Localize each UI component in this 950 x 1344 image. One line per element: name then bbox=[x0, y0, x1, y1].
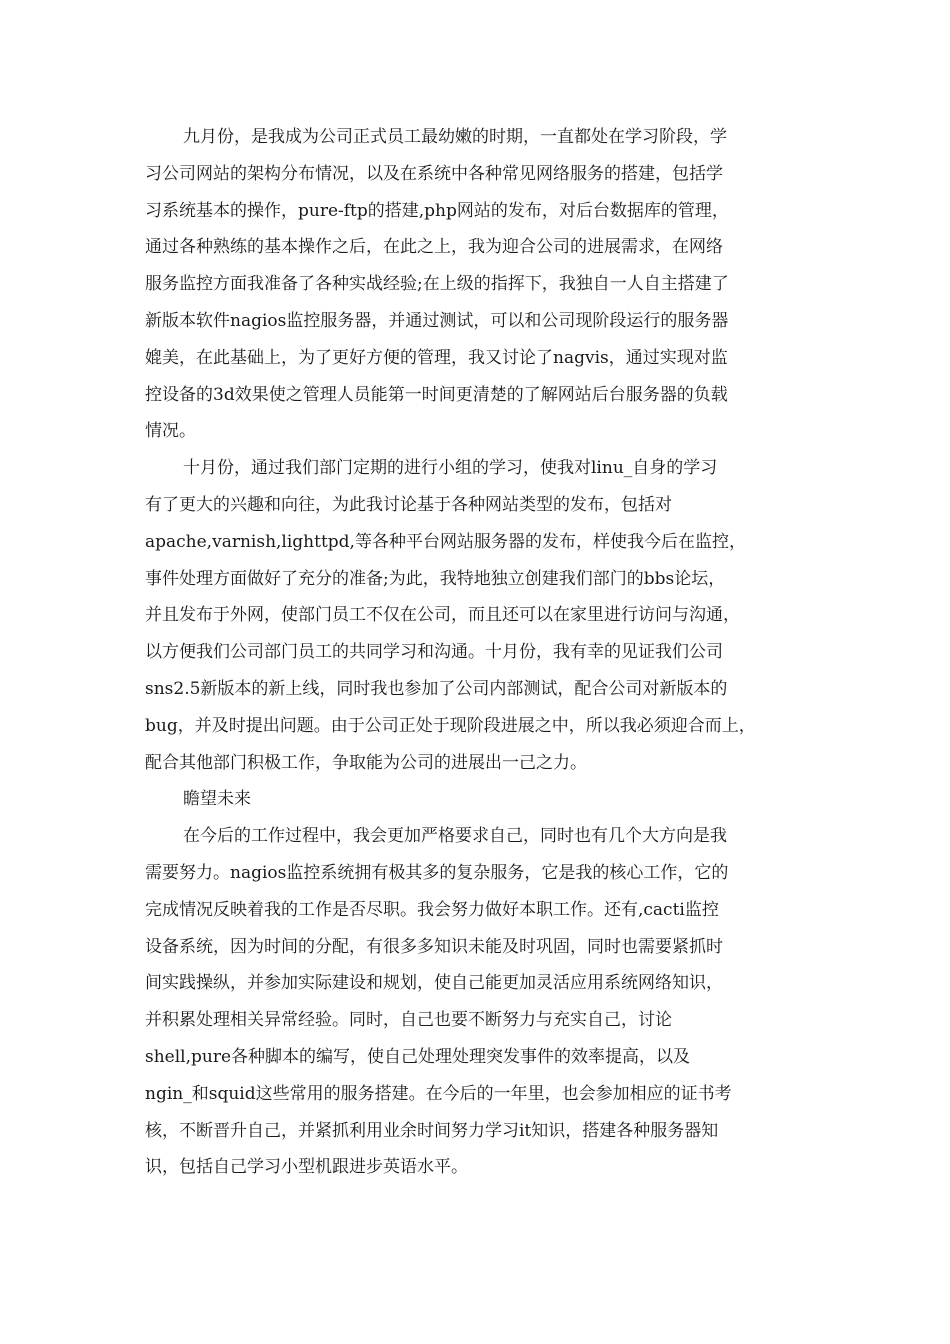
text-line: 服务监控方面我准备了各种实战经验;在上级的指挥下，我独自一人自主搭建了 bbox=[145, 274, 729, 295]
text-line: 有了更大的兴趣和向往，为此我讨论基于各种网站类型的发布，包括对 bbox=[145, 494, 672, 515]
text-line: 十月份，通过我们部门定期的进行小组的学习，使我对linu_自身的学习 bbox=[183, 458, 718, 479]
text-line: 媲美，在此基础上，为了更好方便的管理，我又讨论了nagvis，通过实现对监 bbox=[145, 347, 728, 368]
text-line: 设备系统，因为时间的分配，有很多多知识未能及时巩固，同时也需要紧抓时 bbox=[145, 936, 723, 957]
text-line: 在今后的工作过程中，我会更加严格要求自己，同时也有几个大方向是我 bbox=[183, 826, 727, 847]
paragraph-october bbox=[145, 450, 817, 781]
section-heading bbox=[145, 781, 817, 818]
text-line: apache,varnish,lighttpd,等各种平台网站服务器的发布，样使我今后在监控， bbox=[145, 531, 746, 552]
text-line: 九月份，是我成为公司正式员工最幼嫩的时期，一直都处在学习阶段，学 bbox=[183, 127, 727, 147]
text-line: 并积累处理相关异常经验。同时，自己也要不断努力与充实自己，讨论 bbox=[145, 1010, 672, 1031]
document-body bbox=[145, 119, 817, 1186]
text-line: 情况。 bbox=[145, 421, 196, 442]
text-line: 新版本软件nagios监控服务器，并通过测试，可以和公司现阶段运行的服务器 bbox=[145, 310, 729, 331]
text-line: 识，包括自己学习小型机跟进步英语水平。 bbox=[145, 1157, 468, 1178]
text-line: 核，不断晋升自己，并紧抓利用业余时间努力学习it知识，搭建各种服务器知 bbox=[145, 1120, 719, 1141]
text-line: 完成情况反映着我的工作是否尽职。我会努力做好本职工作。还有,cacti监控 bbox=[145, 899, 719, 920]
paragraph-future bbox=[145, 818, 817, 1186]
text-line: 控设备的3d效果使之管理人员能第一时间更清楚的了解网站后台服务器的负载 bbox=[145, 384, 728, 405]
paragraph-september bbox=[145, 119, 817, 450]
text-line: 习系统基本的操作，pure-ftp的搭建,php网站的发布，对后台数据库的管理， bbox=[145, 200, 729, 221]
text-line: 并且发布于外网，使部门员工不仅在公司，而且还可以在家里进行访问与沟通， bbox=[145, 605, 740, 626]
text-line: 通过各种熟练的基本操作之后，在此之上，我为迎合公司的进展需求，在网络 bbox=[145, 237, 723, 258]
text-line: bug，并及时提出问题。由于公司正处于现阶段进展之中，所以我必须迎合而上， bbox=[145, 715, 756, 736]
text-line: 配合其他部门积极工作，争取能为公司的进展出一己之力。 bbox=[145, 752, 587, 773]
text-line: shell,pure各种脚本的编写，使自己处理处理突发事件的效率提高，以及 bbox=[145, 1046, 691, 1067]
text-line: 需要努力。nagios监控系统拥有极其多的复杂服务，它是我的核心工作，它的 bbox=[145, 862, 729, 883]
text-line: sns2.5新版本的新上线，同时我也参加了公司内部测试，配合公司对新版本的 bbox=[145, 678, 728, 699]
text-line: 以方便我们公司部门员工的共同学习和沟通。十月份，我有幸的见证我们公司 bbox=[145, 642, 723, 663]
text-line: 事件处理方面做好了充分的准备;为此，我特地独立创建我们部门的bbs论坛， bbox=[145, 568, 726, 589]
text-line: 习公司网站的架构分布情况，以及在系统中各种常见网络服务的搭建，包括学 bbox=[145, 163, 723, 184]
heading-text: 瞻望未来 bbox=[183, 789, 251, 810]
text-line: ngin_和squid这些常用的服务搭建。在今后的一年里，也会参加相应的证书考 bbox=[145, 1083, 732, 1104]
text-line: 间实践操纵，并参加实际建设和规划，使自己能更加灵活应用系统网络知识， bbox=[145, 973, 723, 994]
